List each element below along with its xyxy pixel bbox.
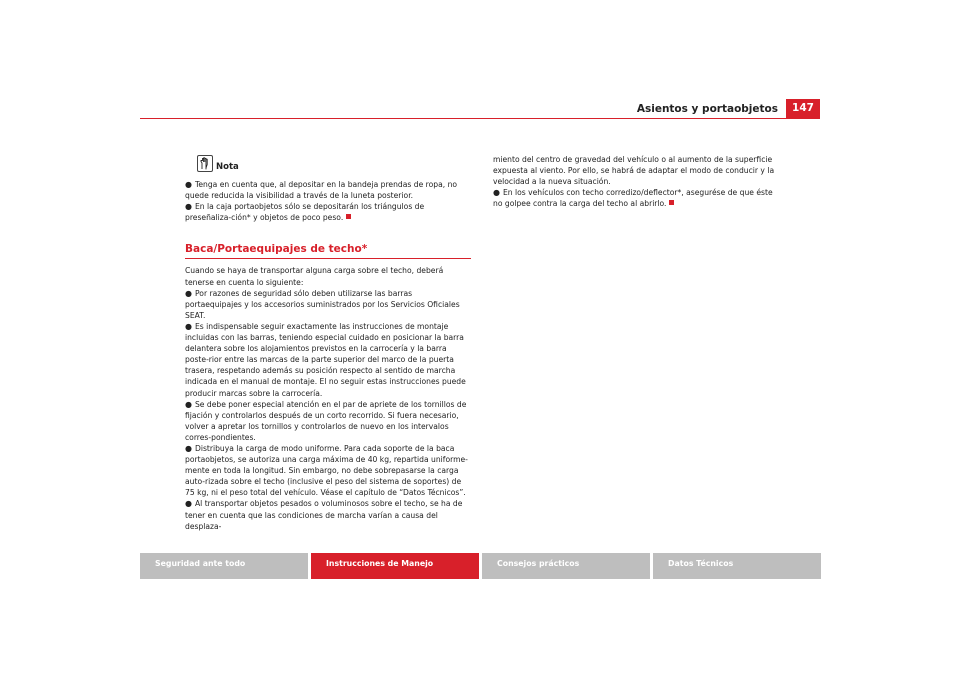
footer-tab-consejos[interactable]: Consejos prácticos (482, 553, 650, 579)
footer-tab-seguridad[interactable]: Seguridad ante todo (140, 553, 308, 579)
right-column (493, 154, 783, 209)
list-item: ● Es indispensable seguir exactamente las instrucciones de montaje incluidas con las barras, teniendo especial cuidado en posicionar la barra delantera sobre los alojamientos previstos en la carrocería y la barra poste-rior entre las marcas de la parte superior del marco de la puerta trasera, respetando además su posición respecto al sentido de marcha indicada en el manual de montaje. El no seguir estas instrucciones puede producir marcas sobre la carrocería. (185, 321, 466, 398)
note-item: ● Tenga en cuenta que, al depositar en la bandeja prendas de ropa, no quede reducida la visibilidad a través de la luneta posterior. (185, 180, 458, 201)
section-intro: Cuando se haya de transportar alguna carga sobre el techo, deberá tenerse en cuenta lo siguiente: (185, 266, 444, 287)
list-item: ● Al transportar objetos pesados o voluminosos sobre el techo, se ha de tener en cuenta que las condiciones de marcha varían a causa del desplaza- (185, 499, 463, 531)
footer-nav (140, 553, 820, 579)
header-rule (140, 118, 820, 119)
note-hand-icon (197, 155, 213, 172)
footer-tab-datos[interactable]: Datos Técnicos (653, 553, 821, 579)
page-number: 147 (786, 99, 820, 118)
note-item: ● En la caja portaobjetos sólo se depositarán los triángulos de preseñaliza-ción* y objetos de poco peso. (185, 202, 425, 223)
section-title: Baca/Portaequipajes de techo* (185, 244, 471, 259)
footer-tab-instrucciones[interactable]: Instrucciones de Manejo (311, 553, 479, 579)
end-mark-icon (346, 214, 351, 219)
note-label: Nota (216, 162, 239, 172)
continued-text: miento del centro de gravedad del vehículo o al aumento de la superficie expuesta al viento. Por ello, se habrá de adaptar el modo de conducir y la velocidad a la nueva situación. (493, 155, 775, 187)
page-header (140, 99, 820, 119)
chapter-title: Asientos y portaobjetos (636, 103, 778, 115)
list-item: ● Distribuya la carga de modo uniforme. Para cada soporte de la baca portaobjetos, se autoriza una carga máxima de 40 kg, repartida uniforme-mente en toda la longitud. Sin embargo, no debe sobrepasarse la carga auto-rizada sobre el techo (inclusive el peso del sistema de soportes) de 75 kg, ni el peso total del vehículo. Véase el capítulo de “Datos Técnicos”. (185, 443, 468, 498)
left-column (185, 162, 471, 532)
list-item: ● Se debe poner especial atención en el par de apriete de los tornillos de fijación y controlarlos después de un corto recorrido. Si fuera necesario, volver a apretar los tornillos y controlarlos de nuevo en los intervalos corres-pondientes. (185, 399, 467, 442)
list-item: ● En los vehículos con techo corredizo/deflector*, asegurése de que éste no golpee contra la carga del techo al abrirlo. (493, 188, 773, 209)
end-mark-icon (669, 200, 674, 205)
note-header (185, 162, 471, 178)
list-item: ● Por razones de seguridad sólo deben utilizarse las barras portaequipajes y los accesorios suministrados por los Servicios Oficiales SEAT. (185, 288, 460, 320)
